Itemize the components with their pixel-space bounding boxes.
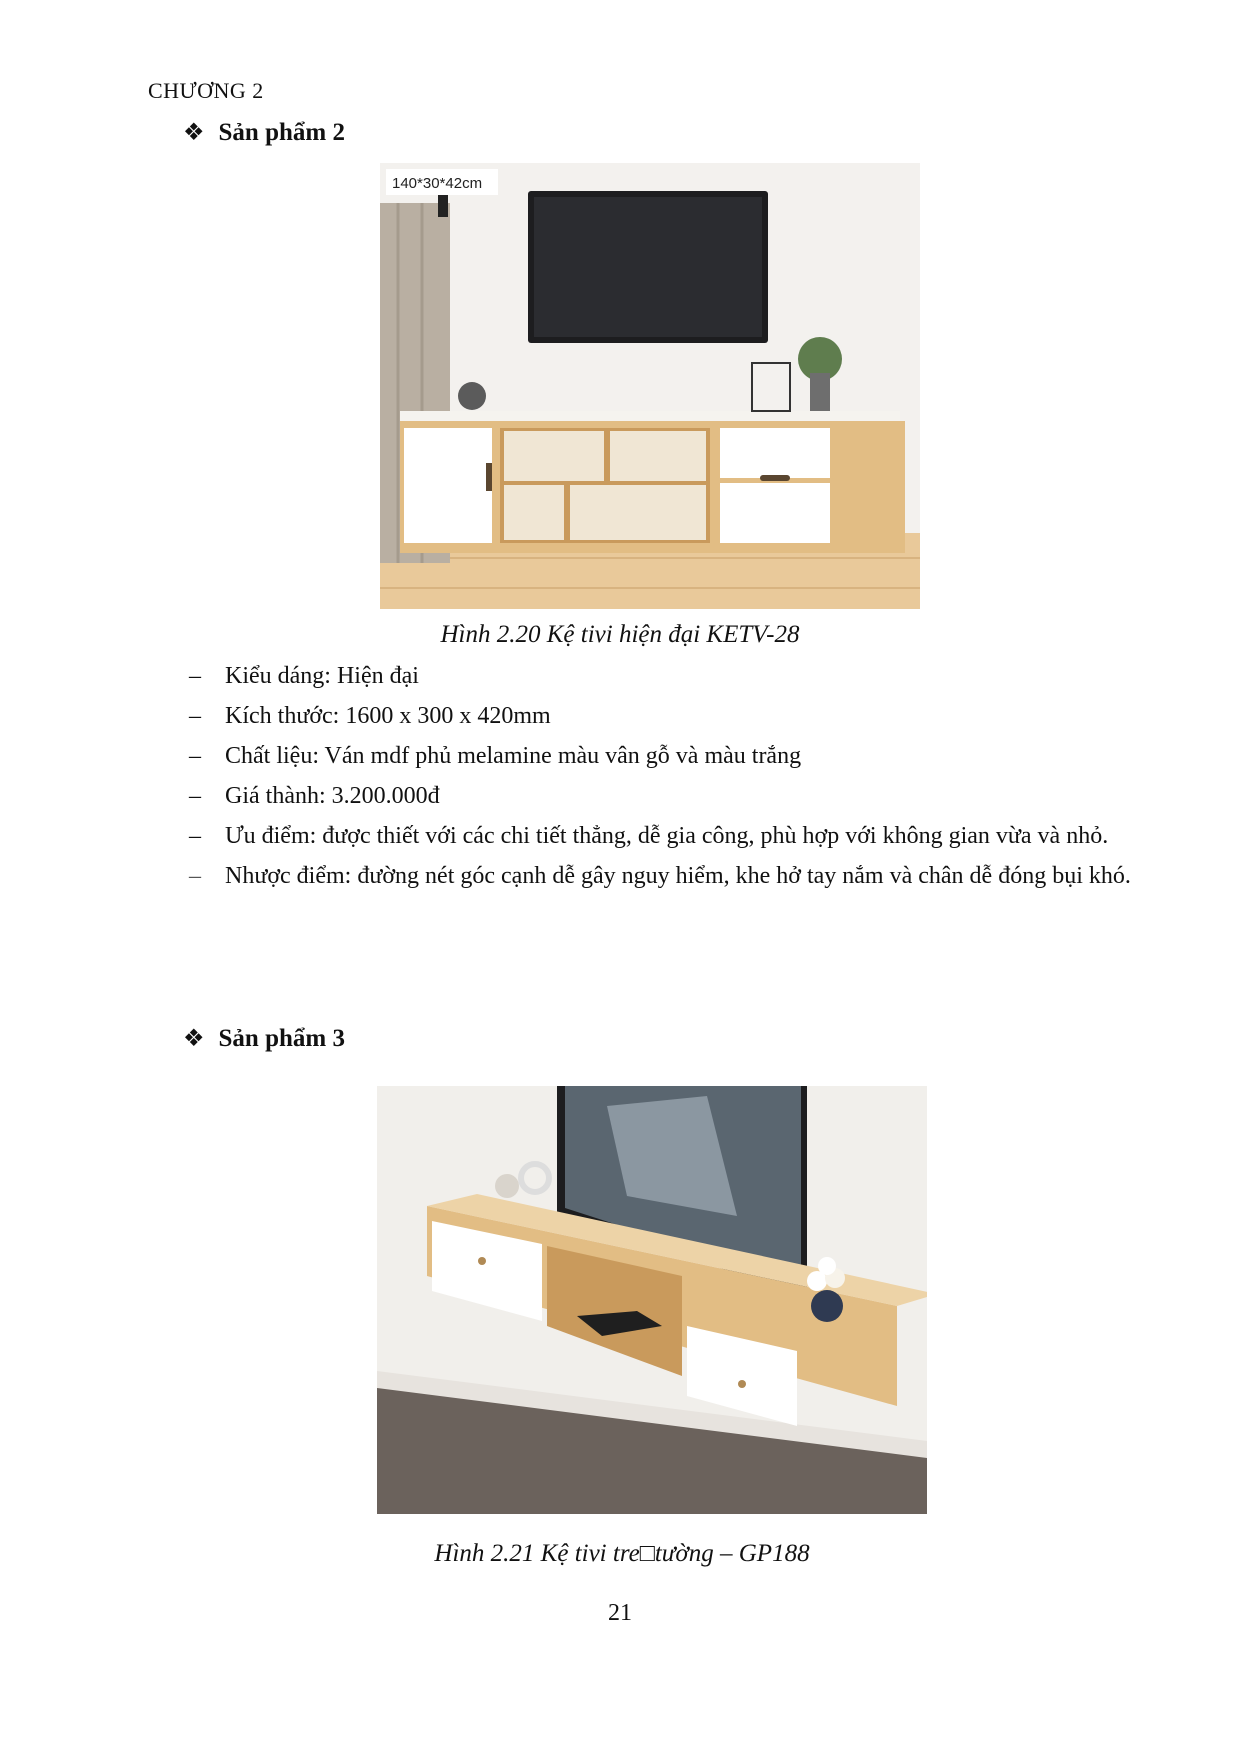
dash-bullet: – xyxy=(189,823,201,849)
spec-item-disadvantages xyxy=(183,856,1163,896)
spec-text: Ưu điểm: được thiết với các chi tiết thẳng, dễ gia công, phù hợp với không gian vừa và nhỏ. xyxy=(225,823,1109,849)
spec-item-price xyxy=(183,776,1163,816)
size-label: 140*30*42cm xyxy=(392,175,483,192)
page-number: 21 xyxy=(608,1600,632,1626)
dash-bullet: – xyxy=(189,703,201,729)
spec-text: Kích thước: 1600 x 300 x 420mm xyxy=(225,703,551,729)
spec-item-material xyxy=(183,736,1163,776)
section-title-text: Sản phẩm 3 xyxy=(218,1024,345,1052)
spec-item-style xyxy=(183,656,1163,696)
section-title-product-3 xyxy=(183,1024,345,1053)
figure-tv-cabinet-ketv28 xyxy=(380,163,920,609)
diamond-bullet-icon: ❖ xyxy=(183,1026,205,1052)
product-2-spec-list xyxy=(183,656,1163,896)
section-title-product-2 xyxy=(183,118,345,147)
wall-shelf-illustration xyxy=(377,1086,927,1514)
dash-bullet: – xyxy=(189,783,201,809)
spec-item-advantages xyxy=(183,816,1163,856)
spec-text: Kiểu dáng: Hiện đại xyxy=(225,663,419,689)
section-title-text: Sản phẩm 2 xyxy=(218,118,345,146)
chapter-header: CHƯƠNG 2 xyxy=(148,78,264,103)
spec-text: Giá thành: 3.200.000đ xyxy=(225,783,440,809)
figure-1-caption: Hình 2.20 Kệ tivi hiện đại KETV-28 xyxy=(440,621,800,648)
figure-wall-tv-shelf-gp188 xyxy=(377,1086,927,1514)
spec-item-size xyxy=(183,696,1163,736)
spec-text: Chất liệu: Ván mdf phủ melamine màu vân gỗ và màu trắng xyxy=(225,743,802,769)
tv-cabinet-illustration xyxy=(380,163,920,609)
dash-bullet: – xyxy=(189,743,201,769)
dash-bullet: – xyxy=(189,863,201,889)
spec-text: Nhược điểm: đường nét góc cạnh dễ gây nguy hiểm, khe hở tay nắm và chân dễ đóng bụi khó. xyxy=(225,863,1131,889)
figure-2-caption: Hình 2.21 Kệ tivi tre□tường – GP188 xyxy=(434,1540,810,1567)
diamond-bullet-icon: ❖ xyxy=(183,120,205,146)
dash-bullet: – xyxy=(189,663,201,689)
